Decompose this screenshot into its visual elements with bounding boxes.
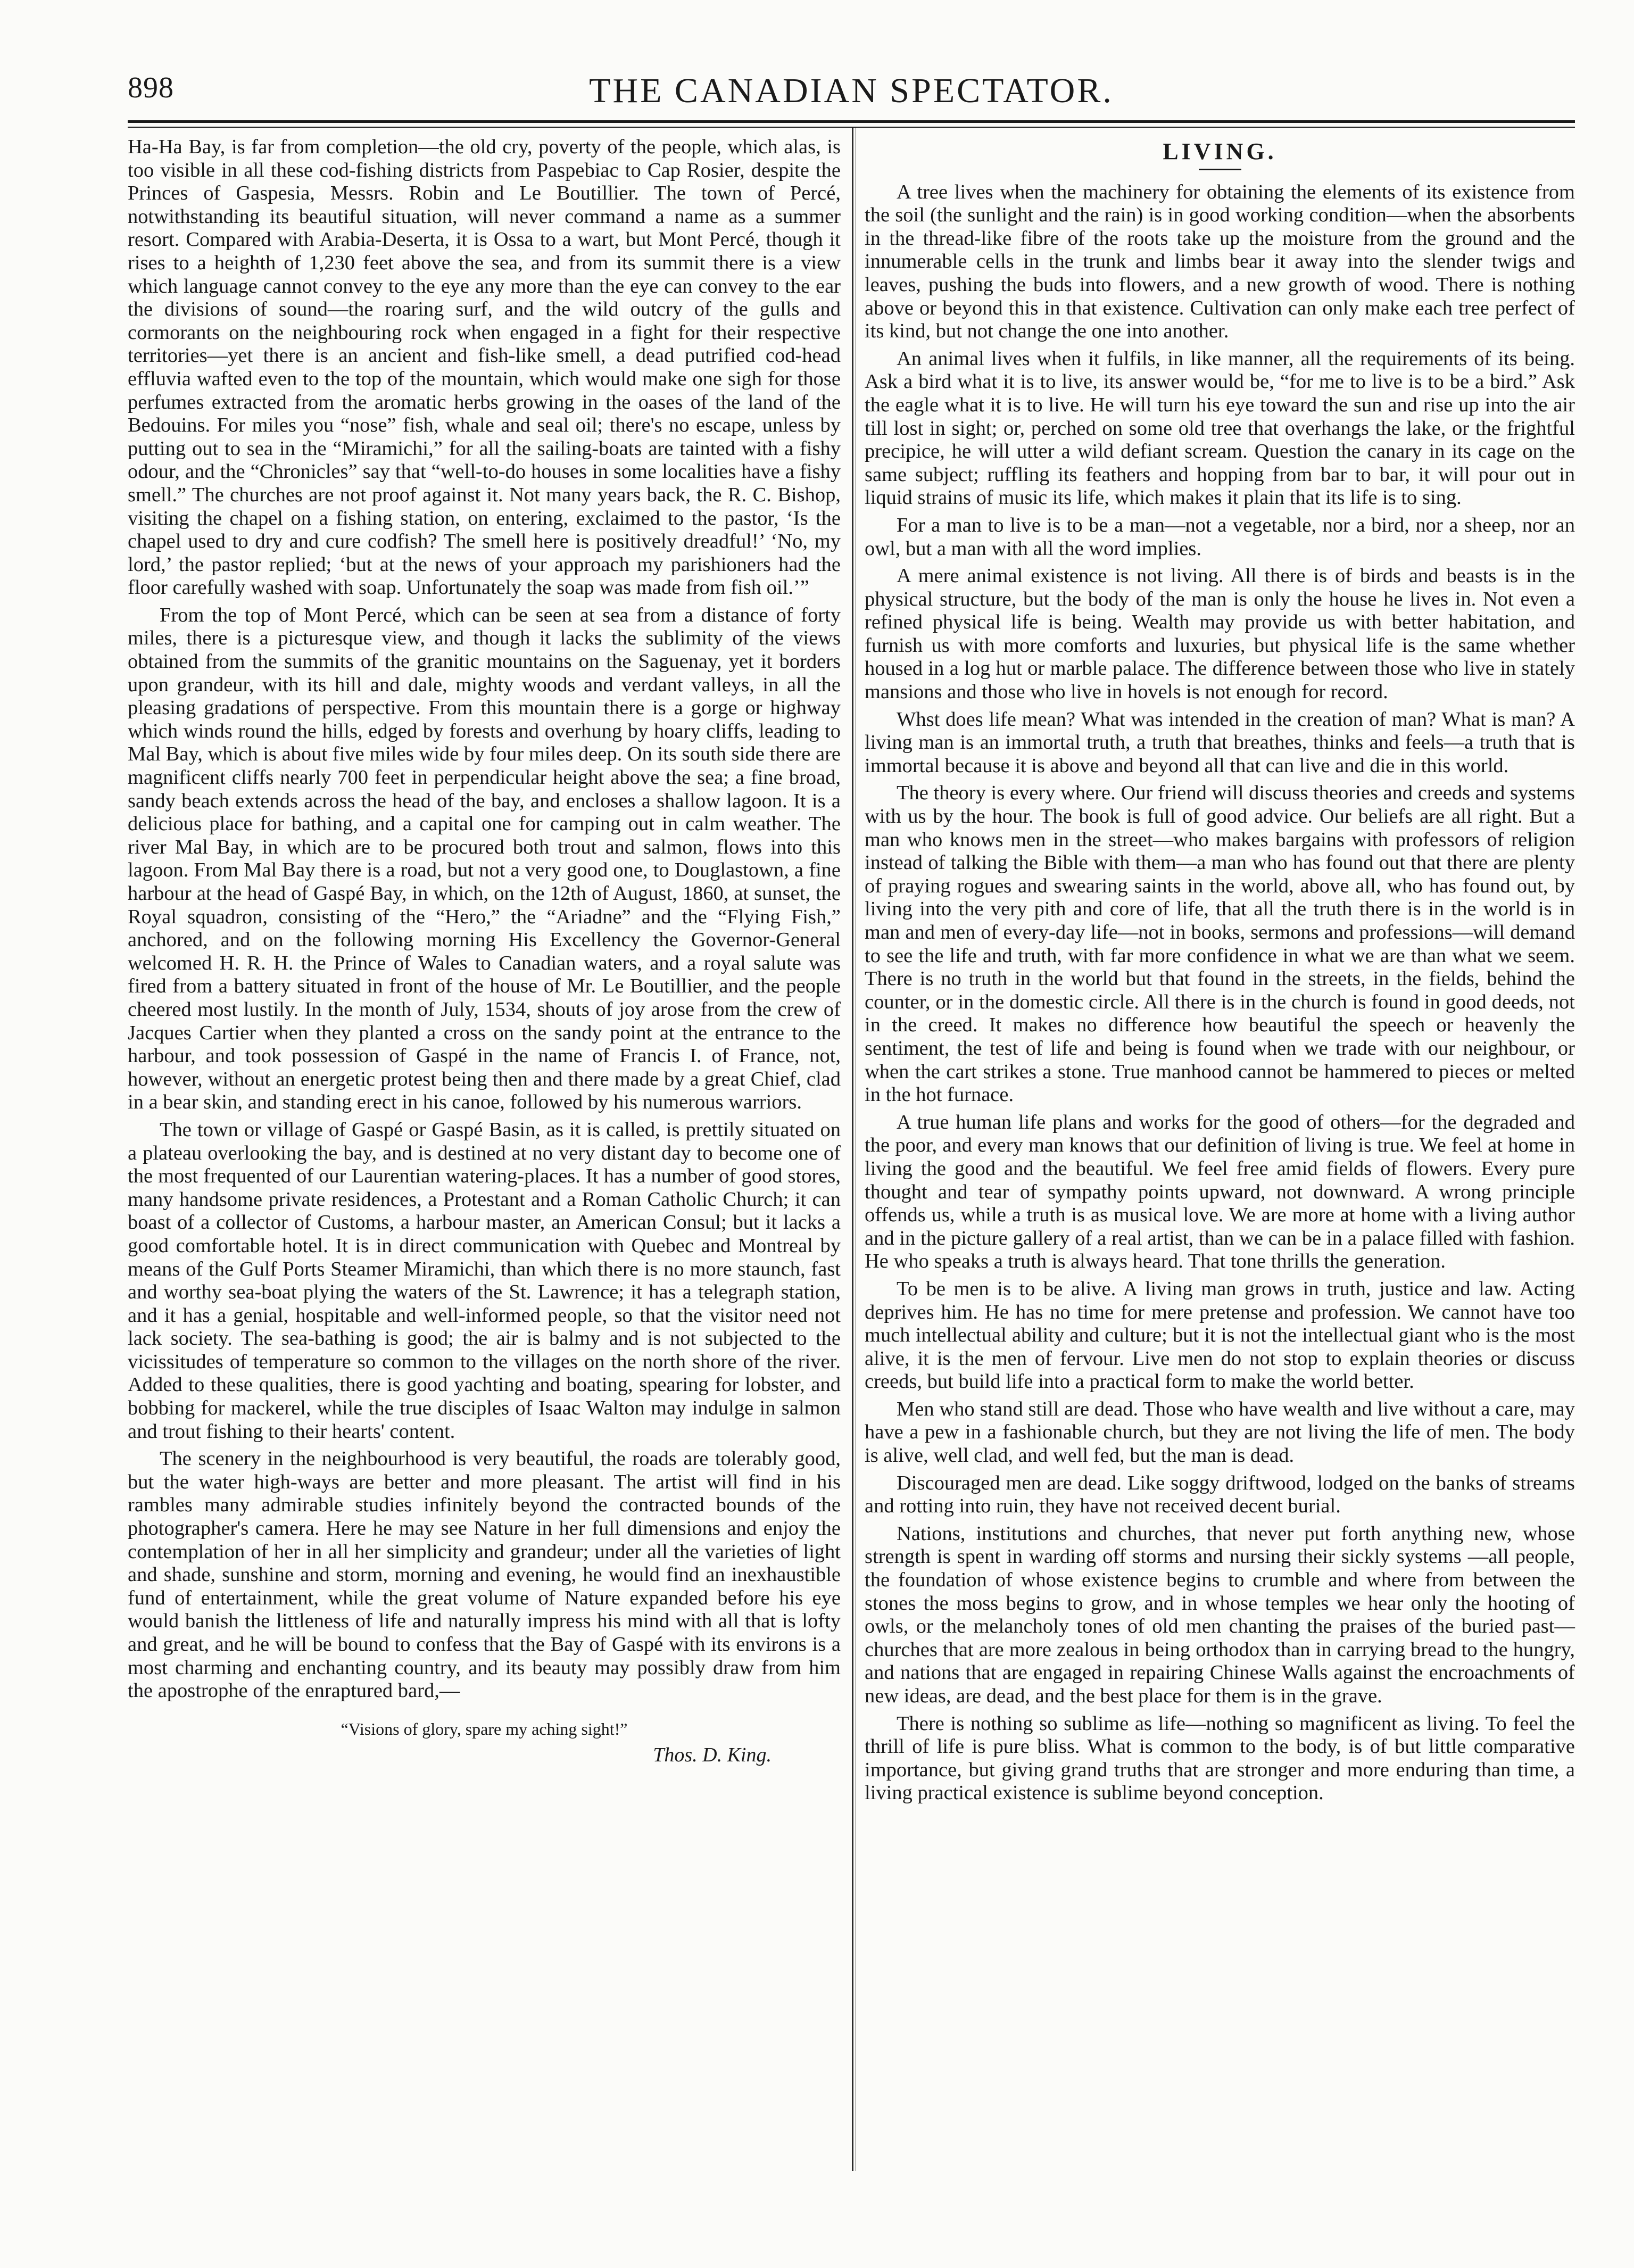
title-rule [1199,169,1241,170]
right-paragraph: A tree lives when the machinery for obtaining the elements of its existence from the soil (the sunlight and the rain) is in good working condition—when the absorbents in the thread-like fibre of the roots take up the moisture from the ground and the innumerable cells in the trunk and limbs bear it away into the slender twigs and leaves, pushing the buds into flowers, and a new growth of wood. There is nothing above or beyond this in that existence. Cultivation can only make each tree perfect of its kind, but not change the one into another. [865,180,1575,343]
right-paragraph: A mere animal existence is not living. All there is of birds and beasts is in the physical structure, but the body of the man is only the house he lives in. Not even a refined physical life is being. Wealth may provide us with better habitation, and furnish us with more comforts and luxuries, but physical life is the same whether housed in a log hut or marble palace. The difference between those who live in stately mansions and those who live in hovels is not enough for record. [865,565,1575,703]
column-divider [852,128,853,2171]
left-paragraph: The scenery in the neighbourhood is very beautiful, the roads are tolerably good, but the water high-ways are better and more pleasant. The artist will find in his rambles many admirable studies infinitely beyond the contracted bounds of the photographer's camera. Here he may see Nature in her full dimensions and enjoy the contemplation of her in all her simplicity and grandeur; under all the varieties of light and shade, sunshine and storm, morning and evening, he would find an inexhaustible fund of entertainment, while the great volume of Nature expanded before his eye would banish the littleness of life and naturally impress his mind with all that is lofty and great, and he will be bound to confess that the Bay of Gaspé with its environs is a most charming and enchanting country, and its beauty may possibly draw from him the apostrophe of the enraptured bard,— [128,1447,841,1702]
right-paragraph: Men who stand still are dead. Those who have wealth and live without a care, may have a pew in a fashionable church, but they are not living the life of men. The body is alive, well clad, and well fed, but the man is dead. [865,1397,1575,1467]
right-paragraph: Nations, institutions and churches, that never put forth anything new, whose strength is spent in warding off storms and nursing their sickly systems —all people, the foundation of whose existence begins to crumble and where from between the stones the moss begins to grow, and in whose temples we hear only the hooting of owls, or the melancholy tones of old men chanting the praises of the buried past—churches that are more zealous in being orthodox than in carrying bread to the hungry, and nations that are engaged in repairing Chinese Walls against the encroachments of new ideas, are dead, and the best place for them is in the grave. [865,1522,1575,1707]
left-column [128,136,841,1767]
left-paragraph: Ha-Ha Bay, is far from completion—the old cry, poverty of the people, which alas, is too visible in all these cod-fishing districts from Paspebiac to Cap Rosier, despite the Princes of Gaspesia, Messrs. Robin and Le Boutillier. The town of Percé, notwithstanding its beautiful situation, will never command a name as a summer resort. Compared with Arabia-Deserta, it is Ossa to a wart, but Mont Percé, though it rises to a heighth of 1,230 feet above the sea, and from its summit there is a view which language cannot convey to the eye any more than the eye can convey to the ear the divisions of sound—the roaring surf, and the wild outcry of the gulls and cormorants on the neighbouring rock when engaged in a fight for their respective territories—yet there is an ancient and fish-like smell, a dead putrified cod-head effluvia wafted even to the top of the mountain, which would make one sigh for those perfumes extracted from the aromatic herbs growing in the oases of the land of the Bedouins. For miles you “nose” fish, whale and seal oil; there's no escape, unless by putting out to sea in the “Miramichi,” for all the sailing-boats are tainted with a fishy odour, and the “Chronicles” say that “well-to-do houses in some localities have a fishy smell.” The churches are not proof against it. Not many years back, the R. C. Bishop, visiting the chapel on a fishing station, on entering, exclaimed to the pastor, ‘Is the chapel used to dry and cure codfish? The smell here is positively dreadful!’ ‘No, my lord,’ the pastor replied; ‘but at the news of your approach my parishioners had the floor carefully washed with soap. Unfortunately the soap was made from fish oil.’” [128,136,841,599]
left-paragraph: The town or village of Gaspé or Gaspé Basin, as it is called, is prettily situated on a plateau overlooking the bay, and is destined at no very distant day to become one of the most frequented of our Laurentian watering-places. It has a number of good stores, many handsome private residences, a Protestant and a Roman Catholic Church; it can boast of a collector of Customs, a harbour master, an American Consul; but it lacks a good comfortable hotel. It is in direct communication with Quebec and Montreal by means of the Gulf Ports Steamer Miramichi, than which there is no more staunch, fast and worthy sea-boat plying the waters of the St. Lawrence; it has a telegraph station, and it has a genial, hospitable and well-informed people, so that the visitor need not lack society. The sea-bathing is good; the air is balmy and is not subjected to the vicissitudes of temperature so common to the villages on the north shore of the river. Added to these qualities, there is good yachting and boating, spearing for lobster, and bobbing for mackerel, while the true disciples of Isaac Walton may indulge in salmon and trout fishing to their hearts' content. [128,1118,841,1443]
right-column [865,136,1575,1809]
right-paragraph: Discouraged men are dead. Like soggy driftwood, lodged on the banks of streams and rotting into ruin, they have not received decent burial. [865,1471,1575,1518]
closing-quote: “Visions of glory, spare my aching sight!” [341,1719,628,1739]
right-paragraph: Whst does life mean? What was intended in the creation of man? What is man? A living man is an immortal truth, a truth that breathes, thinks and feels—a truth that is immortal because it is above and beyond all that can live and die in this world. [865,708,1575,777]
right-paragraph: There is nothing so sublime as life—nothing so magnificent as living. To feel the thrill of life is pure bliss. What is common to the body, is of but little comparative importance, but giving grand truths that are stronger and more enduring than time, a living practical existence is sublime beyond conception. [865,1712,1575,1805]
header-rule-thin [128,127,1575,128]
publication-title: THE CANADIAN SPECTATOR. [589,71,1114,110]
article-title: LIVING. [1163,138,1277,164]
right-paragraph: The theory is every where. Our friend will discuss theories and creeds and systems with us by the hour. The book is full of good advice. Our beliefs are all right. But a man who knows men in the street—who makes bargains with professors of religion instead of talking the Bible with them—a man who has found out that there are plenty of praying rogues and swearing saints in the world, above all, who has found out, by living into the very pith and core of life, that all the truth there is in the world is in man and men of every-day life—not in books, sermons and professions—will demand to see the life and truth, with far more confidence in what we are than what we seem. There is no truth in the world but that found in the streets, in the fields, behind the counter, or in the domestic circle. All there is in the church is found in good deeds, not in the creed. It makes no difference how beautiful the speech or heavenly the sentiment, the test of life and being is found when we trade with our neighbour, or when the cart strikes a stone. True manhood cannot be hammered to pieces or melted in the hot furnace. [865,782,1575,1106]
page-header [128,61,1575,114]
left-paragraph: From the top of Mont Percé, which can be seen at sea from a distance of forty miles, there is a picturesque view, and though it lacks the sublimity of the views obtained from the summits of the granitic mountains on the Saguenay, yet it borders upon grandeur, with its hill and dale, mighty woods and verdant valleys, in all the pleasing gradations of perspective. From this mountain there is a gorge or highway which winds round the hills, edged by forests and overhung by hoary cliffs, leading to Mal Bay, which is about five miles wide by four miles deep. On its south side there are magnificent cliffs nearly 700 feet in perpendicular height above the sea; a fine broad, sandy beach extends across the head of the bay, and encloses a shallow lagoon. It is a delicious place for bathing, and a capital one for camping out in calm weather. The river Mal Bay, in which are to be procured both trout and salmon, flows into this lagoon. From Mal Bay there is a road, but not a very good one, to Douglastown, a fine harbour at the head of Gaspé Bay, in which, on the 12th of August, 1860, at sunset, the Royal squadron, consisting of the “Hero,” the “Ariadne” and the “Flying Fish,” anchored, and on the following morning His Excellency the Governor-General welcomed H. R. H. the Prince of Wales to Canadian waters, and a royal salute was fired from a battery situated in front of the house of Mr. Le Boutillier, and the people cheered most lustily. In the month of July, 1534, shouts of joy arose from the crew of Jacques Cartier when they planted a cross on the sandy point at the entrance to the harbour, and took possession of Gaspé in the name of Francis I. of France, not, however, without an energetic protest being then and there made by a great Chief, clad in a bear skin, and standing erect in his canoe, followed by his numerous warriors. [128,603,841,1114]
right-paragraph: An animal lives when it fulfils, in like manner, all the requirements of its being. Ask a bird what it is to live, its answer would be, “for me to live is to be a bird.” Ask the eagle what it is to live. He will turn his eye toward the sun and rise up into the air till lost in sight; or, perched on some old tree that overhangs the lake, or the frightful precipice, he will utter a wild defiant scream. Question the canary in its cage on the same subject; ruffling its feathers and hopping from bar to bar, it will pour out in liquid strains of music its life, which makes it plain that its life is to sing. [865,347,1575,509]
right-paragraph: To be men is to be alive. A living man grows in truth, justice and law. Acting deprives him. He has no time for mere pretense and profession. We cannot have too much intellectual ability and culture; but it is not the intellectual giant who is the most alive, it is the men of fervour. Live men do not stop to explain theories or discuss creeds, but build life into a practical form to make the world better. [865,1277,1575,1393]
header-rule-thick [128,120,1575,123]
right-paragraph: For a man to live is to be a man—not a vegetable, nor a bird, nor a sheep, nor an owl, but a man with all the word implies. [865,514,1575,560]
author-signature: Thos. D. King. [653,1744,772,1767]
page-number: 898 [128,71,174,104]
right-paragraph: A true human life plans and works for the good of others—for the degraded and the poor, and every man knows that our definition of living is true. We feel at home in living the good and the beautiful. We feel free amid fields of flowers. Every pure thought and tear of sympathy points upward, not downward. A wrong principle offends us, while a truth is as musical love. We are more at home with a living author and in the picture gallery of a real artist, than we can be in a palace filled with fashion. He who speaks a truth is always heard. That tone thrills the generation. [865,1111,1575,1273]
